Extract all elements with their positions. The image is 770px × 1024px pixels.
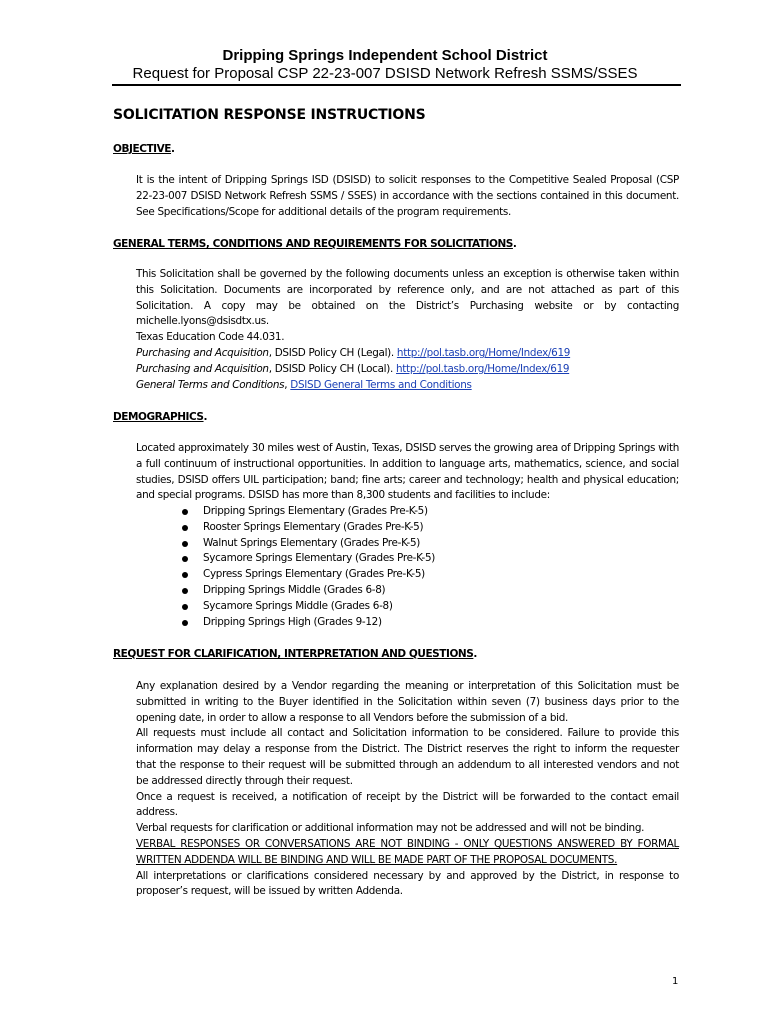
section-heading-clarification: REQUEST FOR CLARIFICATION, INTERPRETATION AND QUESTIONS. [113, 648, 477, 660]
list-item: Rooster Springs Elementary (Grades Pre-K-5) [176, 520, 435, 536]
demographics-paragraph [136, 441, 679, 504]
general-terms-heading-text: GENERAL TERMS, CONDITIONS AND REQUIREMENTS FOR SOLICITATIONS [113, 238, 513, 250]
list-item: Sycamore Springs Elementary (Grades Pre-K-5) [176, 551, 435, 567]
header-rfp-title: Request for Proposal CSP 22-23-007 DSISD Network Refresh SSMS/SSES [132, 65, 638, 82]
demographics-heading-text: DEMOGRAPHICS [113, 411, 204, 423]
list-item: Cypress Springs Elementary (Grades Pre-K-5) [176, 567, 435, 583]
clarification-p6: All interpretations or clarifications considered necessary by and approved by the District, in response to proposer’s request, will be issued by written Addenda. [136, 869, 679, 898]
list-item: Dripping Springs Middle (Grades 6-8) [176, 583, 435, 599]
schools-list [176, 504, 435, 630]
clarification-heading-text: REQUEST FOR CLARIFICATION, INTERPRETATION AND QUESTIONS [113, 648, 474, 660]
reference-2-desc: , DSISD Policy CH (Local). [268, 362, 396, 375]
list-item: Walnut Springs Elementary (Grades Pre-K-5) [176, 536, 435, 552]
objective-paragraph [136, 173, 679, 220]
policy-local-link[interactable]: http://pol.tasb.org/Home/Index/619 [396, 362, 570, 375]
clarification-p2: All requests must include all contact and Solicitation information to be considered. Failure to provide this information may delay a response from the District. The District reserves the right to inform the requester that the response to their request will be submitted through an addendum to all interested vendors and not be addressed directly through their request. [136, 727, 679, 787]
objective-heading-text: OBJECTIVE [113, 143, 172, 155]
clarification-p4: Verbal requests for clarification or additional information may not be addressed and will not be binding. [136, 822, 645, 835]
general-terms-link[interactable]: DSISD General Terms and Conditions [290, 378, 472, 391]
clarification-paragraph [136, 679, 679, 900]
list-item: Dripping Springs Elementary (Grades Pre-K-5) [176, 504, 435, 520]
section-heading-general-terms: GENERAL TERMS, CONDITIONS AND REQUIREMENTS FOR SOLICITATIONS. [113, 238, 517, 250]
reference-1-desc: , DSISD Policy CH (Legal). [268, 346, 397, 359]
header-divider [112, 84, 681, 86]
demographics-text: Located approximately 30 miles west of Austin, Texas, DSISD serves the growing area of Dripping Springs with a full continuum of instructional opportunities. In addition to language arts, mathematics, science, and social studies, DSISD offers UIL participation; band; fine arts; career and technology; health and physical education; and special programs. DSISD has more than 8,300 students and facilities to include: [136, 442, 680, 502]
reference-3 [136, 378, 679, 394]
header-organization: Dripping Springs Independent School District [222, 47, 548, 64]
policy-legal-link[interactable]: http://pol.tasb.org/Home/Index/619 [396, 346, 571, 359]
page-number: 1 [672, 976, 679, 987]
clarification-binding-notice: VERBAL RESPONSES OR CONVERSATIONS ARE NOT BINDING - ONLY QUESTIONS ANSWERED BY FORMAL WRITTEN ADDENDA WILL BE BINDING AND WILL BE MADE PART OF THE PROPOSAL DOCUMENTS. [136, 837, 679, 866]
page-title: SOLICITATION RESPONSE INSTRUCTIONS [113, 107, 426, 123]
clarification-p3: Once a request is received, a notification of receipt by the District will be forwarded to the contact email address. [136, 790, 679, 819]
list-item: Sycamore Springs Middle (Grades 6-8) [176, 599, 435, 615]
reference-2-title: Purchasing and Acquisition [136, 362, 269, 375]
list-item: Dripping Springs High (Grades 9-12) [176, 615, 435, 631]
reference-2 [136, 362, 679, 378]
clarification-p1: Any explanation desired by a Vendor regarding the meaning or interpretation of this Solicitation must be submitted in writing to the Buyer identified in the Solicitation within seven (7) business days prior to the opening date, in order to allow a response to all Vendors before the submission of a bid. [136, 680, 679, 724]
reference-1-title: Purchasing and Acquisition [136, 346, 269, 359]
reference-3-title: General Terms and Conditions [136, 378, 285, 391]
general-terms-text: This Solicitation shall be governed by the following documents unless an exception is otherwise taken within this Solicitation. Documents are incorporated by reference only, and are not attached as part of this Solicitation. A copy may be obtained on the District’s Purchasing website or by contacting michelle.lyons@dsisdtx.us. [136, 268, 679, 328]
objective-text: It is the intent of Dripping Springs ISD (DSISD) to solicit responses to the Competitive Sealed Proposal (CSP 22-23-007 DSISD Network Refresh SSMS / SSES) in accordance with the sections contained in this document. See Specifications/Scope for additional details of the program requirements. [136, 174, 679, 218]
section-heading-demographics: DEMOGRAPHICS. [113, 411, 208, 423]
general-terms-paragraph [136, 267, 679, 393]
education-code: Texas Education Code 44.031. [136, 331, 285, 344]
reference-1 [136, 346, 679, 362]
reference-3-desc: , [284, 378, 291, 391]
section-heading-objective: OBJECTIVE. [113, 143, 175, 155]
